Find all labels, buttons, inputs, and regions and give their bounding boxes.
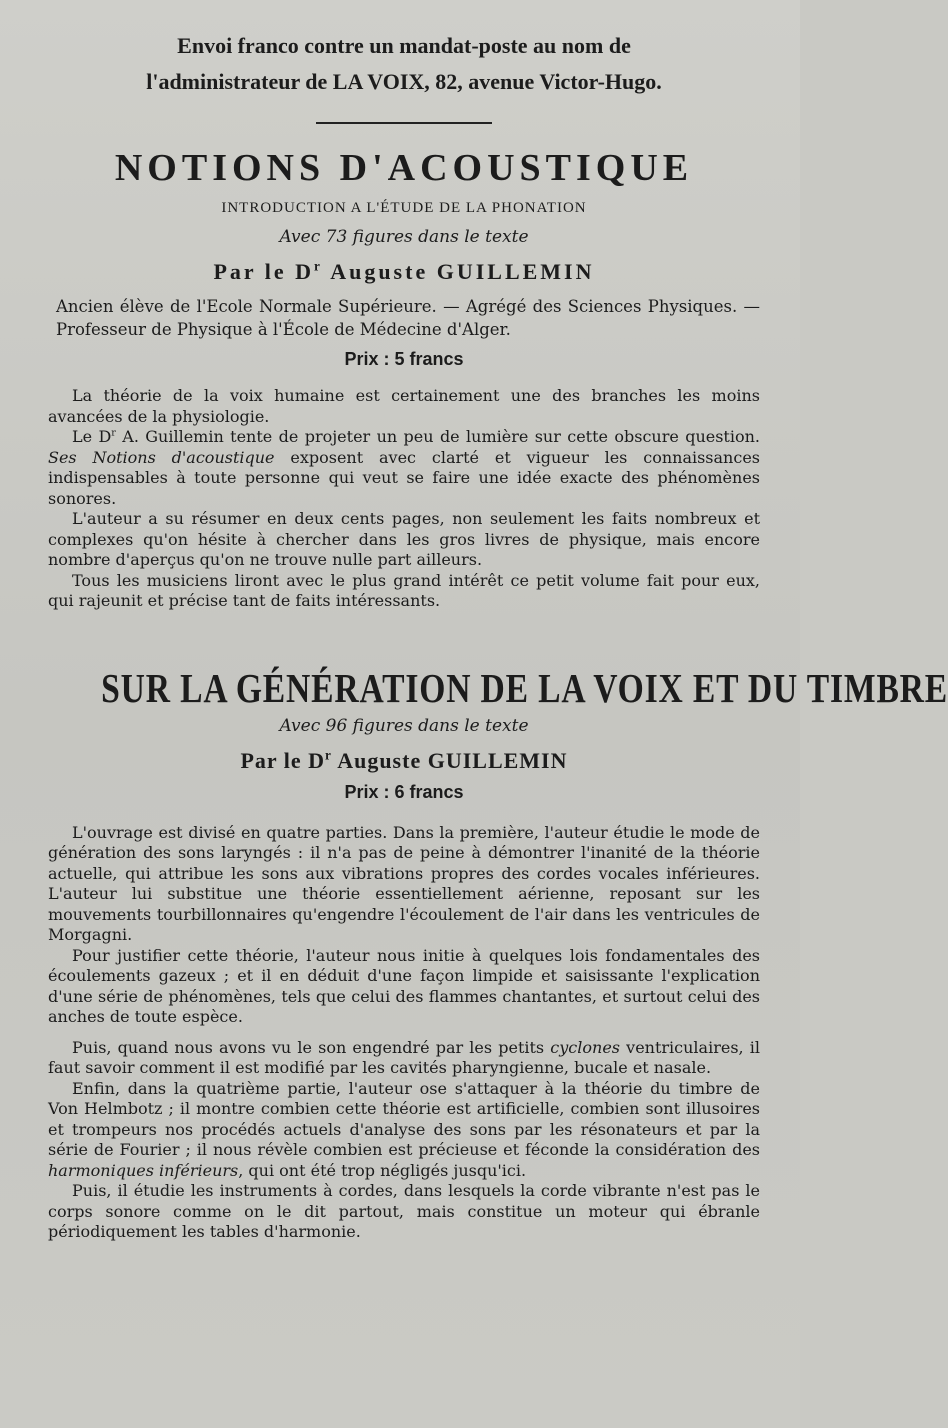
book1-author-name: Auguste GUILLEMIN — [330, 259, 595, 284]
book2-paragraph-3 — [48, 1038, 760, 1079]
book1-price: Prix : 5 francs — [344, 349, 464, 369]
book2-author-prefix: Par le D — [240, 747, 326, 773]
book1-p2-sup: r — [111, 427, 116, 439]
book1-credentials: Ancien élève de l'Ecole Normale Supérieure. — Agrégé des Sciences Physiques. — Professeur de Physique à l'École de Médecine d'Alger. — [56, 297, 760, 339]
book2-price: Prix : 6 francs — [344, 781, 464, 802]
book-notions-acoustique — [48, 144, 760, 612]
separator-rule — [316, 122, 492, 124]
book2-author-name: Auguste GUILLEMIN — [337, 747, 568, 773]
shipping-notice — [48, 28, 760, 100]
book1-author-sup: r — [314, 258, 323, 274]
paragraph-gap — [48, 1028, 760, 1038]
book1-figures: Avec 73 figures dans le texte — [279, 227, 529, 247]
book2-p3-text-a: Puis, quand nous avons vu le son engendré par les petits — [72, 1037, 551, 1057]
book2-p3-text-b: ventriculaires, il faut savoir comment il est modifié par les cavités pharyngienne, bucale et nasale. — [48, 1037, 760, 1077]
book1-subtitle: INTRODUCTION A L'ÉTUDE DE LA PHONATION — [221, 200, 587, 216]
book1-p2-text-a: Le D — [72, 427, 112, 446]
book1-paragraph-2 — [48, 427, 760, 509]
book1-p2-text-b: A. Guillemin tente de projeter un peu de lumière sur cette obscure question. — [115, 427, 760, 446]
book1-p2-emphasis: Ses Notions d'acoustique — [48, 447, 275, 467]
book1-p2-text-c: exposent avec clarté et vigueur les connaissances indispensables à toute personne qui veut se faire une idée exacte des phénomènes sonores. — [48, 447, 761, 508]
book2-description — [48, 823, 760, 1243]
book2-p4-emphasis: harmoniques inférieurs — [48, 1160, 239, 1180]
shipping-notice-line-1: Envoi franco contre un mandat-poste au nom de — [177, 33, 631, 58]
book2-paragraph-4 — [48, 1079, 760, 1182]
book2-paragraph-2: Pour justifier cette théorie, l'auteur nous initie à quelques lois fondamentales des écoulements gazeux ; et il en déduit d'une façon limpide et saisissante l'explication d'une série de phénomènes, tels que celui des flammes chantantes, et surtout celui des anches de toute espèce. — [48, 945, 760, 1026]
book2-paragraph-5: Puis, il étudie les instruments à cordes, dans lesquels la corde vibrante n'est pas le corps sonore comme on le dit partout, mais constitue un moteur qui ébranle périodiquement les tables d'harmonie. — [48, 1181, 760, 1241]
book1-author — [48, 259, 760, 285]
book2-paragraph-1: L'ouvrage est divisé en quatre parties. Dans la première, l'auteur étudie le mode de génération des sons laryngés : il n'a pas de peine à démontrer l'inanité de la théorie actuelle, qui attribue les sons aux vibrations propres des cordes vocales inférieures. L'auteur lui substitue une théorie essentiellement aérienne, reposant sur les mouvements tourbillonnaires qu'engendre l'écoulement de l'air dans les ventricules de Morgagni. — [48, 822, 760, 944]
book1-title: NOTIONS D'ACOUSTIQUE — [114, 147, 694, 189]
book2-author — [48, 748, 760, 774]
book1-description — [48, 386, 760, 612]
book1-paragraph-1: La théorie de la voix humaine est certainement une des branches les moins avancées de la physiologie. — [48, 386, 760, 426]
book2-p4-text-b: , qui ont été trop négligés jusqu'ici. — [238, 1160, 527, 1180]
shipping-notice-line-2: l'administrateur de LA VOIX, 82, avenue Victor-Hugo. — [146, 69, 662, 94]
book2-author-sup: r — [325, 747, 332, 763]
book1-author-prefix: Par le D — [213, 259, 315, 284]
book2-p4-text-a: Enfin, dans la quatrième partie, l'auteur ose s'attaquer à la théorie du timbre de Von Helmbotz ; il montre combien cette théorie est artificielle, combien sont illusoires et trompeurs nos procédés actuels d'analyse des sons par les résonateurs et par la série de Fourier ; il nous révèle combien est précieuse et féconde la considération des — [48, 1078, 760, 1159]
book1-paragraph-4: Tous les musiciens liront avec le plus grand intérêt ce petit volume fait pour eux, qui rajeunit et précise tant de faits intéressants. — [48, 570, 760, 610]
book1-paragraph-3: L'auteur a su résumer en deux cents pages, non seulement les faits nombreux et complexes qu'on hésite à chercher dans les gros livres de physique, mais encore nombre d'aperçus qu'on ne trouve nulle part ailleurs. — [48, 509, 760, 569]
book2-title: SUR LA GÉNÉRATION DE LA VOIX ET DU TIMBRE — [101, 664, 948, 711]
book-generation-voix-timbre — [48, 662, 948, 1243]
book2-figures: Avec 96 figures dans le texte — [279, 715, 529, 736]
book2-p3-emphasis: cyclones — [550, 1037, 620, 1057]
